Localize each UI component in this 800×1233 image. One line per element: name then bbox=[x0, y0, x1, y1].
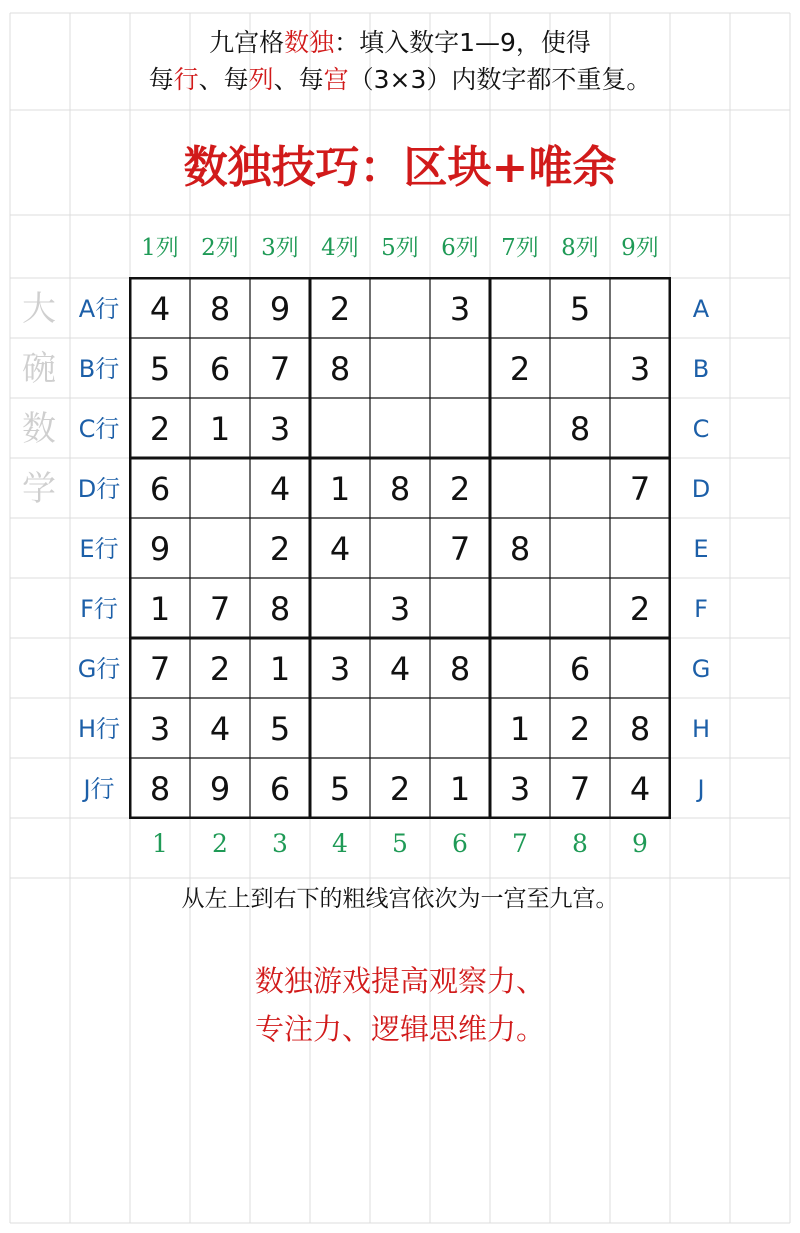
column-header: 4列 bbox=[321, 235, 359, 261]
sudoku-cell-given[interactable]: 7 bbox=[149, 650, 171, 688]
sudoku-cell-given[interactable]: 6 bbox=[149, 470, 171, 508]
column-footer: 3 bbox=[272, 829, 288, 858]
column-footer: 8 bbox=[572, 829, 588, 858]
sudoku-cell-given[interactable]: 8 bbox=[269, 590, 291, 628]
sudoku-cell-given[interactable]: 3 bbox=[269, 410, 291, 448]
row-label-left: B行 bbox=[78, 355, 120, 383]
row-label-right: A bbox=[692, 295, 710, 323]
column-header: 6列 bbox=[441, 235, 479, 261]
sudoku-cell-given[interactable]: 4 bbox=[269, 470, 291, 508]
intro-highlight: 列 bbox=[248, 65, 274, 94]
sudoku-cell-given[interactable]: 4 bbox=[329, 530, 351, 568]
sudoku-cell-given[interactable]: 9 bbox=[269, 290, 291, 328]
brand-character: 大 bbox=[22, 289, 56, 329]
column-header: 5列 bbox=[381, 235, 419, 261]
sudoku-cell-given[interactable]: 5 bbox=[329, 770, 351, 808]
intro-text: 九宫格 bbox=[209, 28, 285, 57]
sudoku-cell-given[interactable]: 8 bbox=[449, 650, 471, 688]
sudoku-cell-given[interactable]: 8 bbox=[209, 290, 231, 328]
sudoku-cell-given[interactable]: 8 bbox=[509, 530, 531, 568]
sudoku-cell-given[interactable]: 6 bbox=[269, 770, 291, 808]
row-label-right: C bbox=[692, 415, 710, 443]
slogan-line-1: 数独游戏提高观察力、 bbox=[254, 964, 545, 998]
sudoku-cell-given[interactable]: 2 bbox=[569, 710, 591, 748]
sudoku-cell-given[interactable]: 5 bbox=[149, 350, 171, 388]
brand-character: 数 bbox=[22, 409, 56, 449]
row-label-right: G bbox=[691, 655, 711, 683]
sudoku-cell-given[interactable]: 2 bbox=[269, 530, 291, 568]
sudoku-cell-given[interactable]: 5 bbox=[269, 710, 291, 748]
column-footer: 5 bbox=[392, 829, 408, 858]
sudoku-cell-given[interactable]: 7 bbox=[569, 770, 591, 808]
board-grid-lines bbox=[129, 277, 671, 819]
intro-highlight: 行 bbox=[173, 65, 199, 94]
row-label-left: H行 bbox=[77, 715, 121, 743]
intro-highlight: 数独 bbox=[284, 28, 335, 57]
sudoku-cell-given[interactable]: 7 bbox=[209, 590, 231, 628]
sudoku-cell-given[interactable]: 8 bbox=[629, 710, 651, 748]
sudoku-cell-given[interactable]: 2 bbox=[449, 470, 471, 508]
row-label-left: F行 bbox=[80, 595, 118, 623]
column-footer: 9 bbox=[632, 829, 648, 858]
sudoku-cell-given[interactable]: 6 bbox=[569, 650, 591, 688]
column-footer: 1 bbox=[152, 829, 168, 858]
column-footer: 2 bbox=[212, 829, 228, 858]
intro-text: （3×3）内数字都不重复。 bbox=[348, 65, 652, 94]
sudoku-board bbox=[129, 277, 671, 819]
row-label-left: D行 bbox=[77, 475, 121, 503]
sudoku-cell-given[interactable]: 8 bbox=[569, 410, 591, 448]
column-header: 2列 bbox=[201, 235, 239, 261]
column-header: 1列 bbox=[141, 235, 179, 261]
sudoku-cell-given[interactable]: 3 bbox=[329, 650, 351, 688]
sudoku-cell-given[interactable]: 1 bbox=[149, 590, 171, 628]
headline-title: 数独技巧：区块+唯余 bbox=[183, 142, 617, 193]
sudoku-cell-given[interactable]: 2 bbox=[149, 410, 171, 448]
sudoku-cell-given[interactable]: 3 bbox=[149, 710, 171, 748]
intro-highlight: 宫 bbox=[323, 65, 349, 94]
sudoku-cell-given[interactable]: 4 bbox=[389, 650, 411, 688]
column-header: 8列 bbox=[561, 235, 599, 261]
intro-line-2 bbox=[70, 63, 730, 97]
column-header: 9列 bbox=[621, 235, 659, 261]
intro-line-1 bbox=[70, 26, 730, 60]
column-header: 3列 bbox=[261, 235, 299, 261]
row-label-left: E行 bbox=[79, 535, 119, 563]
sudoku-cell-given[interactable]: 1 bbox=[269, 650, 291, 688]
row-label-left: A行 bbox=[78, 295, 120, 323]
row-label-left: G行 bbox=[77, 655, 121, 683]
sudoku-cell-given[interactable]: 2 bbox=[329, 290, 351, 328]
sudoku-cell-given[interactable]: 8 bbox=[149, 770, 171, 808]
brand-character: 碗 bbox=[22, 349, 56, 389]
sudoku-cell-given[interactable]: 9 bbox=[149, 530, 171, 568]
row-label-right: B bbox=[692, 355, 710, 383]
sudoku-cell-given[interactable]: 7 bbox=[269, 350, 291, 388]
sudoku-cell-given[interactable]: 1 bbox=[449, 770, 471, 808]
sudoku-cell-given[interactable]: 3 bbox=[449, 290, 471, 328]
sudoku-cell-given[interactable]: 9 bbox=[209, 770, 231, 808]
sudoku-cell-given[interactable]: 2 bbox=[629, 590, 651, 628]
box-numbering-note: 从左上到右下的粗线宫依次为一宫至九宫。 bbox=[181, 886, 619, 912]
sudoku-cell-given[interactable]: 8 bbox=[329, 350, 351, 388]
sudoku-cell-given[interactable]: 3 bbox=[389, 590, 411, 628]
sudoku-cell-given[interactable]: 3 bbox=[629, 350, 651, 388]
intro-text: 每 bbox=[148, 65, 174, 94]
sudoku-cell-given[interactable]: 7 bbox=[449, 530, 471, 568]
row-label-left: C行 bbox=[78, 415, 120, 443]
row-label-left: J行 bbox=[83, 775, 115, 803]
sudoku-cell-given[interactable]: 5 bbox=[569, 290, 591, 328]
row-label-right: H bbox=[691, 715, 711, 743]
column-header: 7列 bbox=[501, 235, 539, 261]
sudoku-cell-given[interactable]: 2 bbox=[209, 650, 231, 688]
row-label-right: D bbox=[691, 475, 711, 503]
sudoku-cell-given[interactable]: 4 bbox=[629, 770, 651, 808]
sudoku-cell-given[interactable]: 1 bbox=[329, 470, 351, 508]
row-label-right: J bbox=[697, 775, 705, 803]
brand-character: 学 bbox=[22, 469, 56, 509]
sudoku-cell-given[interactable]: 8 bbox=[389, 470, 411, 508]
sudoku-cell-given[interactable]: 2 bbox=[509, 350, 531, 388]
sudoku-cell-given[interactable]: 4 bbox=[209, 710, 231, 748]
column-footer: 6 bbox=[452, 829, 468, 858]
sudoku-cell-given[interactable]: 1 bbox=[209, 410, 231, 448]
sudoku-cell-given[interactable]: 3 bbox=[509, 770, 531, 808]
sudoku-cell-given[interactable]: 2 bbox=[389, 770, 411, 808]
row-label-right: E bbox=[693, 535, 709, 563]
column-footer: 7 bbox=[512, 829, 528, 858]
sudoku-cell-given[interactable]: 6 bbox=[209, 350, 231, 388]
intro-text: 、每 bbox=[273, 65, 324, 94]
slogan-line-2: 专注力、逻辑思维力。 bbox=[254, 1012, 545, 1046]
intro-text: 、每 bbox=[198, 65, 249, 94]
column-footer: 4 bbox=[332, 829, 348, 858]
intro-text: ：填入数字1—9，使得 bbox=[334, 28, 591, 57]
sudoku-cell-given[interactable]: 1 bbox=[509, 710, 531, 748]
row-label-right: F bbox=[694, 595, 708, 623]
sudoku-cell-given[interactable]: 7 bbox=[629, 470, 651, 508]
sudoku-cell-given[interactable]: 4 bbox=[149, 290, 171, 328]
